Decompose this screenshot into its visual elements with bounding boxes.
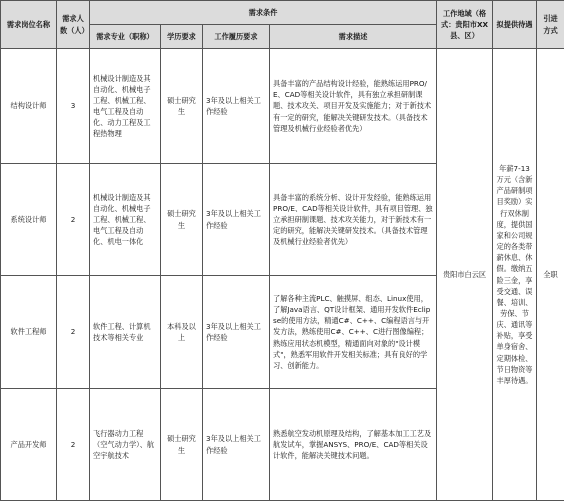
cell-description: 具备丰富的系统分析、设计开发经验，能熟练运用PRO/E、CAD等相关设计软件，具有项目管理、独立承担研制课题、技术攻关能力，对于新技术有一定的研究，能解决关键研发技术。（具备技术管理及机械行业经验者优先） [270,164,437,276]
table-row [1,49,564,164]
cell-experience: 3年及以上相关工作经验 [203,164,270,276]
cell-position: 系统设计师 [1,164,57,276]
cell-benefits: 年薪7-13万元（含新产品研制项目奖励）实行双休制度，提供国家和公司规定的各类带薪休息、休假。缴纳五险三金，享受交通、误餐、培训、劳保、节庆、通讯等补贴，享受单身宿舍、定期体检、节日物资等丰厚待遇。 [493,49,537,501]
cell-major: 软件工程、计算机技术等相关专业 [90,276,161,389]
header-description: 需求描述 [270,25,437,49]
cell-count: 2 [57,389,90,501]
cell-major: 飞行器动力工程（空气动力学）、航空宇航技术 [90,389,161,501]
cell-description: 了解各种主流PLC、触摸屏、组态、Linux使用，了解Java语言、QT设计框架、通用开发软件Eclipse的使用方法，精通C#、C++、C编程语言与开发方法，熟练使用C#、C++、C进行图像编程；熟练应用状态机模型，精通面向对象的"设计模式"，熟悉军用软件开发相关标准；具有良好的学习、创新能力。 [270,276,437,389]
cell-education: 硕士研究生 [161,164,203,276]
cell-count: 2 [57,276,90,389]
cell-description: 熟悉航空发动机原理及结构，了解基本加工工艺及航发试车，掌握ANSYS、PRO/E、CAD等相关设计软件，能解决关键技术问题。 [270,389,437,501]
header-location: 工作地域（格式：贵阳市XX县、区） [437,1,493,49]
cell-education: 硕士研究生 [161,389,203,501]
cell-count: 2 [57,164,90,276]
header-major: 需求专业（职称） [90,25,161,49]
cell-education: 本科及以上 [161,276,203,389]
header-experience: 工作履历要求 [203,25,270,49]
cell-education: 硕士研究生 [161,49,203,164]
cell-major: 机械设计制造及其自动化、机械电子工程、机械工程、电气工程及自动化、动力工程及工程热物理 [90,49,161,164]
cell-count: 3 [57,49,90,164]
header-conditions: 需求条件 [90,1,437,25]
header-method: 引进方式 [537,1,564,49]
cell-position: 产品开发师 [1,389,57,501]
header-position: 需求岗位名称 [1,1,57,49]
cell-experience: 3年及以上相关工作经验 [203,389,270,501]
header-education: 学历要求 [161,25,203,49]
header-benefits: 拟提供待遇 [493,1,537,49]
cell-location: 贵阳市白云区 [437,49,493,501]
cell-position: 结构设计师 [1,49,57,164]
header-count: 需求人数（人） [57,1,90,49]
cell-major: 机械设计制造及其自动化、机械电子工程、机械工程、电气工程及自动化、机电一体化 [90,164,161,276]
cell-position: 软件工程师 [1,276,57,389]
cell-method: 全职 [537,49,564,501]
cell-experience: 3年及以上相关工作经验 [203,49,270,164]
cell-experience: 3年及以上相关工作经验 [203,276,270,389]
cell-description: 具备丰富的产品结构设计经验，能熟练运用PRO/E、CAD等相关设计软件，具有独立承担研制课题、技术攻关、项目开发及实施能力；对于新技术有一定的研究，能解决关键研发技术。（具备技术管理及机械行业经验者优先） [270,49,437,164]
